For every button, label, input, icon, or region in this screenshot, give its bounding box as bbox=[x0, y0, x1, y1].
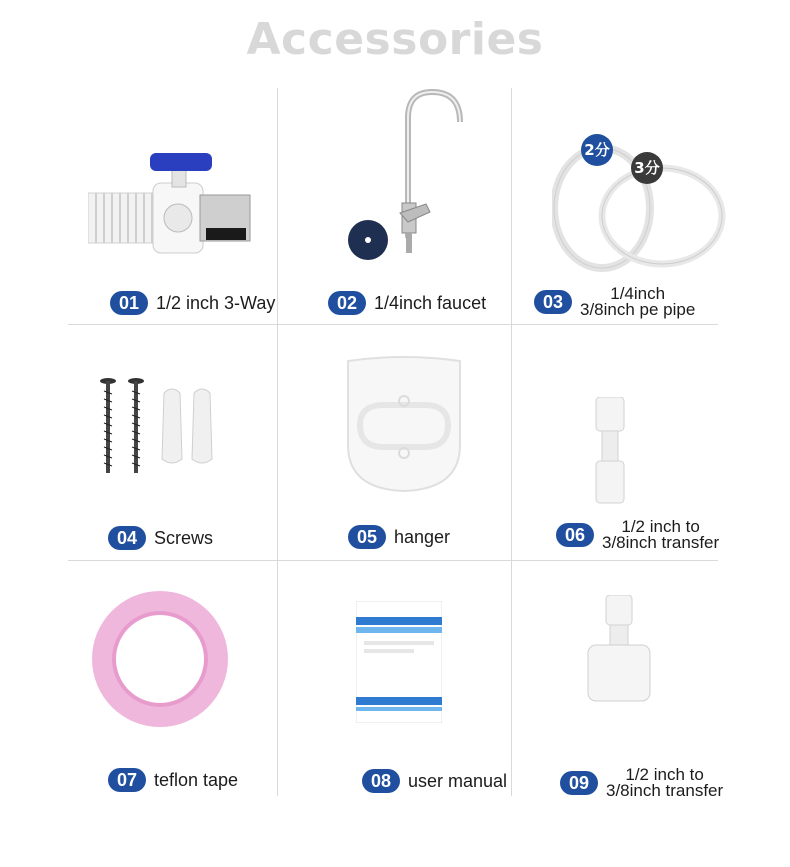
page-title: Accessories bbox=[246, 14, 544, 65]
three-way-valve-image bbox=[88, 153, 258, 263]
item-number-badge: 07 bbox=[108, 768, 146, 792]
item-label-06 bbox=[556, 519, 719, 551]
item-number-badge: 02 bbox=[328, 291, 366, 315]
hanger-image bbox=[344, 355, 464, 495]
item-number-badge: 01 bbox=[110, 291, 148, 315]
screws-image bbox=[96, 377, 226, 477]
pe-pipe-image bbox=[552, 128, 732, 278]
item-label-line2: 3/8inch pe pipe bbox=[580, 300, 696, 319]
item-label-line2: 3/8inch transfer bbox=[606, 781, 724, 800]
item-label-line1: 1/2 inch to bbox=[621, 517, 700, 536]
item-label-text: 1/2 inch 3-Way bbox=[156, 292, 276, 313]
item-label-01 bbox=[110, 291, 275, 315]
item-label-text: 1/4inch faucet bbox=[374, 292, 487, 313]
item-label-02 bbox=[328, 291, 486, 315]
accessory-card-pipe bbox=[512, 88, 718, 324]
item-number-badge: 06 bbox=[556, 523, 594, 547]
accessory-card-transfer-06 bbox=[512, 325, 718, 560]
pipe-tag-2: 2分 bbox=[581, 134, 613, 166]
item-label-line1: 1/2 inch to bbox=[625, 765, 704, 784]
user-manual-image bbox=[356, 601, 442, 723]
accessory-card-faucet bbox=[278, 88, 511, 324]
item-number-badge: 04 bbox=[108, 526, 146, 550]
item-number-badge: 08 bbox=[362, 769, 400, 793]
item-number-badge: 03 bbox=[534, 290, 572, 314]
item-label-05 bbox=[348, 525, 450, 549]
accessory-card-teflon bbox=[68, 561, 277, 796]
accessory-card-3way bbox=[68, 88, 277, 324]
item-label-line1: 1/4inch bbox=[610, 284, 666, 303]
item-label-08 bbox=[362, 769, 507, 793]
faucet-image bbox=[338, 88, 478, 268]
item-label-04 bbox=[108, 526, 213, 550]
accessory-card-transfer-09 bbox=[512, 561, 724, 800]
item-label-07 bbox=[108, 768, 238, 792]
item-label-line2: 3/8inch transfer bbox=[602, 533, 720, 552]
item-label-09 bbox=[560, 767, 723, 799]
item-label-text: teflon tape bbox=[154, 769, 239, 790]
pipe-tag-3: 3分 bbox=[631, 152, 663, 184]
teflon-tape-image bbox=[90, 589, 230, 729]
accessory-card-hanger bbox=[278, 325, 511, 560]
item-label-text: Screws bbox=[154, 527, 214, 548]
accessory-card-screws bbox=[68, 325, 277, 560]
item-number-badge: 09 bbox=[560, 771, 598, 795]
item-label-text: user manual bbox=[408, 770, 508, 791]
item-number-badge: 05 bbox=[348, 525, 386, 549]
transfer-fitting-image bbox=[590, 397, 630, 507]
transfer-adapter-image bbox=[584, 595, 654, 705]
accessory-card-manual bbox=[278, 561, 511, 796]
item-label-text: hanger bbox=[394, 526, 451, 547]
item-label-03 bbox=[534, 286, 695, 318]
